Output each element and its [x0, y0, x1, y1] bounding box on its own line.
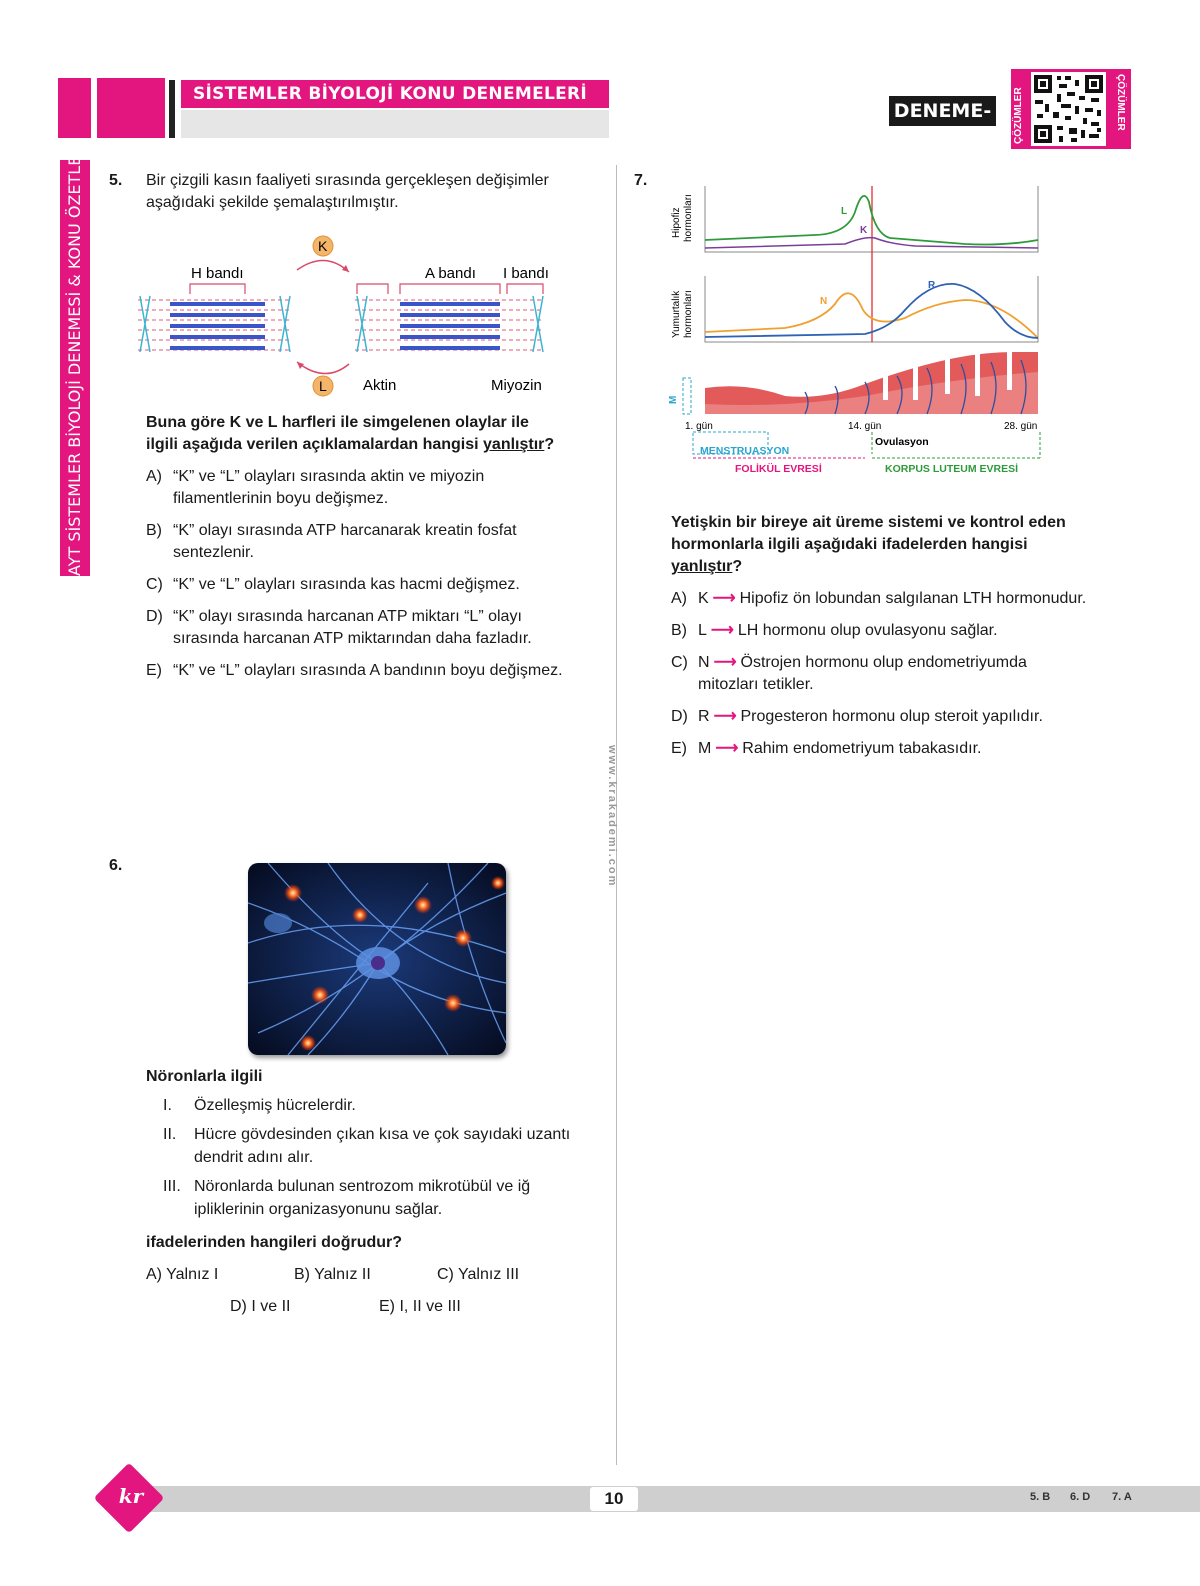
curve-r-label: R	[928, 280, 936, 291]
q6-item-3-num: III.	[163, 1178, 181, 1195]
neuron-image	[248, 863, 506, 1055]
option-key: N	[698, 654, 710, 671]
side-banner	[60, 139, 90, 576]
test-label: DENEME-3	[889, 96, 996, 126]
option-text-line1: Progesteron hormonu olup steroit yapılıdır.	[740, 708, 1043, 725]
endometrium-drawing	[705, 350, 1038, 414]
curve-k-label: K	[860, 225, 868, 236]
q7-option-a[interactable]	[671, 588, 1086, 610]
header-block-2	[97, 78, 165, 138]
answer-key-7: 7. A	[1112, 1491, 1132, 1503]
option-letter: E)	[671, 740, 687, 757]
qr-label-right: ÇÖZÜMLER	[1115, 74, 1126, 131]
q5-option-d[interactable]	[146, 606, 532, 650]
label-i-band: I bandı	[503, 265, 549, 282]
label-actin: Aktin	[363, 377, 397, 394]
label-m: M	[668, 395, 679, 404]
header-title: SİSTEMLER BİYOLOJİ KONU DENEMELERİ	[181, 80, 609, 108]
q6-stem: ifadelerinden hangileri doğrudur?	[146, 1234, 403, 1251]
q7-number: 7.	[634, 172, 648, 189]
option-letter: A)	[146, 468, 162, 485]
side-banner-text: AYT SİSTEMLER BİYOLOJİ DENEMESİ & KONU ÖZETLERİ	[65, 139, 84, 576]
option-key: M	[698, 740, 712, 757]
q6-option-d[interactable]: D) I ve II	[230, 1298, 291, 1315]
q6-item-1-num: I.	[163, 1097, 172, 1114]
option-text-line1: “K” ve “L” olayları sırasında A bandının boyu değişmez.	[173, 662, 563, 679]
q6-option-c[interactable]: C) Yalnız III	[437, 1266, 520, 1283]
q5-option-e[interactable]	[146, 660, 563, 682]
qr-code-icon[interactable]	[1031, 72, 1106, 146]
arrow-icon: ⟶	[712, 590, 736, 607]
header-gray-band	[181, 110, 609, 138]
q7-option-c[interactable]	[671, 652, 1027, 696]
q6-item-1-text: Özelleşmiş hücrelerdir.	[194, 1097, 356, 1114]
label-a-band: A bandı	[425, 265, 476, 282]
q7-option-e[interactable]	[671, 738, 981, 760]
option-text-line2: filamentlerinin boyu değişmez.	[173, 490, 389, 507]
option-text-line1: Hipofiz ön lobundan salgılanan LTH hormonudur.	[739, 590, 1087, 607]
q6-option-a[interactable]: A) Yalnız I	[146, 1266, 219, 1283]
q6-lead: Nöronlarla ilgili	[146, 1068, 263, 1085]
answer-key-5: 5. B	[1030, 1491, 1051, 1503]
option-key: R	[698, 708, 710, 725]
label-l: L	[319, 378, 327, 394]
q7-option-b[interactable]	[671, 620, 998, 642]
sarcomere-contracted	[138, 296, 290, 352]
label-ovulation: Ovulasyon	[875, 436, 929, 448]
option-text-line1: “K” ve “L” olayları sırasında kas hacmi değişmez.	[173, 576, 520, 593]
option-letter: E)	[146, 662, 162, 679]
page-number: 10	[590, 1487, 638, 1511]
option-key: L	[698, 622, 707, 639]
arrow-icon: ⟶	[715, 740, 739, 757]
q6-option-b[interactable]: B) Yalnız II	[294, 1266, 371, 1283]
q7-stem-emphasis: yanlıştır	[671, 558, 733, 575]
option-letter: D)	[671, 708, 688, 725]
option-text-line2: sırasında harcanan ATP miktarından daha fazladır.	[173, 630, 532, 647]
q7-stem-line3	[671, 556, 742, 578]
q5-stem-text: ilgili aşağıda verilen açıklamalardan hangisi	[146, 436, 484, 453]
y2-label-2: hormonları	[683, 290, 694, 338]
label-h-band: H bandı	[191, 265, 244, 282]
label-luteal: KORPUS LUTEUM EVRESİ	[885, 463, 1019, 475]
curve-l-label: L	[841, 206, 848, 217]
sarcomere-figure	[135, 232, 575, 402]
arrow-icon: ⟶	[710, 622, 734, 639]
q5-stem-qmark: ?	[544, 436, 555, 453]
option-letter: B)	[671, 622, 687, 639]
q7-stem-line1: Yetişkin bir bireye ait üreme sistemi ve kontrol eden	[671, 514, 1066, 531]
q6-option-e[interactable]: E) I, II ve III	[379, 1298, 461, 1315]
q6-item-3-text-2: ipliklerinin organizasyonunu sağlar.	[194, 1201, 443, 1218]
option-text-line2: sentezlenir.	[173, 544, 254, 561]
q5-intro-line2: aşağıdaki şekilde şemalaştırılmıştır.	[146, 194, 399, 211]
q5-number: 5.	[109, 172, 123, 189]
q7-stem-line2: hormonlarla ilgili aşağıdaki ifadelerden hangisi	[671, 536, 1028, 553]
q6-item-2-text-1: Hücre gövdesinden çıkan kısa ve çok sayıdaki uzantı	[194, 1126, 571, 1143]
arrow-icon: ⟶	[713, 708, 737, 725]
option-letter: A)	[671, 590, 687, 607]
option-key: K	[698, 590, 709, 607]
header-block-1	[58, 78, 91, 138]
q6-item-3-text-1: Nöronlarda bulunan sentrozom mikrotübül ve iğ	[194, 1178, 531, 1195]
y1-label-1: Hipofiz	[671, 207, 682, 238]
m-bracket	[683, 378, 691, 414]
label-day14: 14. gün	[848, 421, 882, 432]
answer-key-6: 6. D	[1070, 1491, 1091, 1503]
label-k: K	[318, 238, 328, 254]
publisher-logo-text: kr	[118, 1484, 144, 1508]
option-text-line2: mitozları tetikler.	[698, 676, 814, 693]
q7-stem-qmark: ?	[732, 558, 743, 575]
q5-stem-line2	[146, 434, 554, 456]
y1-label-2: hormonları	[683, 194, 694, 242]
option-text-line1: Rahim endometriyum tabakasıdır.	[742, 740, 982, 757]
option-text-line1: LH hormonu olup ovulasyonu sağlar.	[737, 622, 998, 639]
option-letter: B)	[146, 522, 162, 539]
q6-item-2-text-2: dendrit adını alır.	[194, 1149, 314, 1166]
q5-stem-line1: Buna göre K ve L harfleri ile simgelenen olaylar ile	[146, 414, 529, 431]
q5-option-a[interactable]	[146, 466, 484, 510]
option-text-line1: “K” olayı sırasında ATP harcanarak kreatin fosfat	[173, 522, 517, 539]
q5-stem-emphasis: yanlıştır	[483, 436, 545, 453]
menstrual-cycle-figure	[665, 182, 1065, 484]
sarcomere-relaxed	[355, 296, 543, 352]
option-text-line1: “K” olayı sırasında harcanan ATP miktarı “L” olayı	[173, 608, 522, 625]
label-follicular: FOLİKÜL EVRESİ	[735, 463, 822, 475]
y2-label-1: Yumurtalık	[671, 290, 682, 338]
option-letter: C)	[146, 576, 163, 593]
option-letter: D)	[146, 608, 163, 625]
watermark-url: www.krakademi.com	[606, 745, 618, 888]
q5-option-b[interactable]	[146, 520, 517, 564]
header-divider-bar	[169, 80, 175, 138]
q5-option-c[interactable]	[146, 574, 520, 596]
option-text-line1: “K” ve “L” olayları sırasında aktin ve miyozin	[173, 468, 485, 485]
curve-n-label: N	[820, 296, 828, 307]
option-text-line1: Östrojen hormonu olup endometriyumda	[740, 654, 1027, 671]
q7-option-d[interactable]	[671, 706, 1043, 728]
label-myosin: Miyozin	[491, 377, 542, 394]
q6-item-2-num: II.	[163, 1126, 177, 1143]
option-letter: C)	[671, 654, 688, 671]
qr-label-left: ÇÖZÜMLER	[1013, 87, 1024, 144]
q5-intro-line1: Bir çizgili kasın faaliyeti sırasında gerçekleşen değişimler	[146, 172, 549, 189]
arrow-icon: ⟶	[713, 654, 737, 671]
label-day1: 1. gün	[685, 421, 713, 432]
label-day28: 28. gün	[1004, 421, 1038, 432]
q6-number: 6.	[109, 857, 123, 874]
label-menstruation: MENSTRUASYON	[700, 445, 790, 457]
